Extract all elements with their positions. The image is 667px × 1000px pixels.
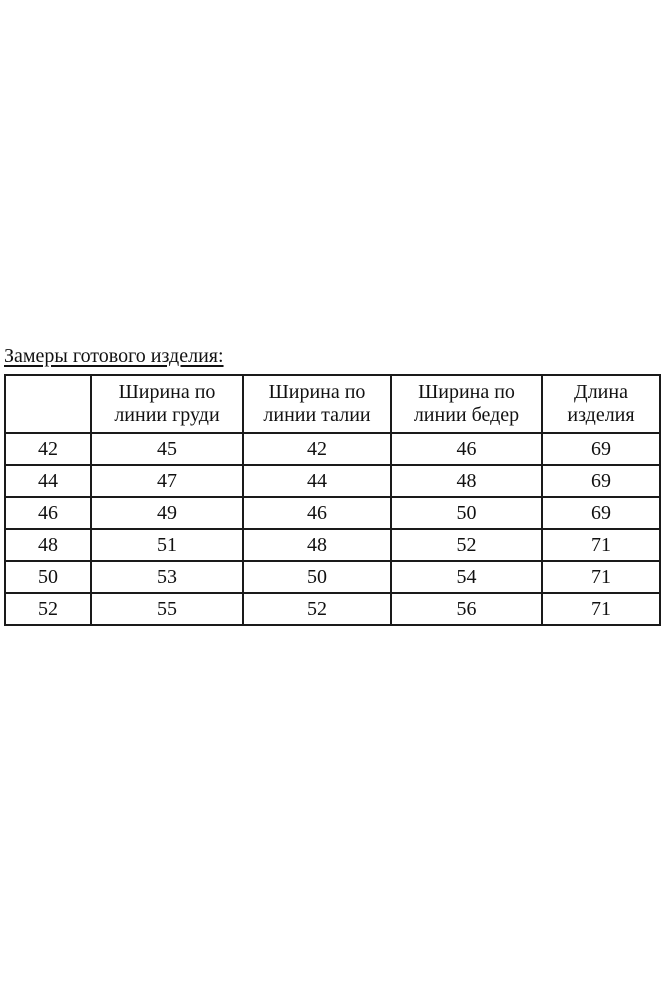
hip-value: 56 bbox=[391, 593, 542, 625]
length-value: 69 bbox=[542, 497, 660, 529]
size-cell: 44 bbox=[5, 465, 91, 497]
size-cell: 46 bbox=[5, 497, 91, 529]
hip-value: 54 bbox=[391, 561, 542, 593]
header-corner-cell bbox=[5, 375, 91, 433]
length-value: 71 bbox=[542, 529, 660, 561]
waist-value: 42 bbox=[243, 433, 391, 465]
header-chest-width: Ширина по линии груди bbox=[91, 375, 243, 433]
table-row bbox=[5, 497, 660, 529]
table-caption: Замеры готового изделия: bbox=[4, 345, 224, 367]
table-row bbox=[5, 529, 660, 561]
hip-value: 48 bbox=[391, 465, 542, 497]
header-hip-width: Ширина по линии бедер bbox=[391, 375, 542, 433]
waist-value: 52 bbox=[243, 593, 391, 625]
header-row bbox=[5, 375, 660, 433]
waist-value: 50 bbox=[243, 561, 391, 593]
hip-value: 46 bbox=[391, 433, 542, 465]
table-row bbox=[5, 465, 660, 497]
length-value: 69 bbox=[542, 465, 660, 497]
waist-value: 46 bbox=[243, 497, 391, 529]
length-value: 71 bbox=[542, 593, 660, 625]
length-value: 71 bbox=[542, 561, 660, 593]
waist-value: 44 bbox=[243, 465, 391, 497]
header-garment-length: Длина изделия bbox=[542, 375, 660, 433]
table-row bbox=[5, 433, 660, 465]
size-cell: 50 bbox=[5, 561, 91, 593]
header-waist-width: Ширина по линии талии bbox=[243, 375, 391, 433]
size-cell: 52 bbox=[5, 593, 91, 625]
size-cell: 48 bbox=[5, 529, 91, 561]
hip-value: 52 bbox=[391, 529, 542, 561]
waist-value: 48 bbox=[243, 529, 391, 561]
size-measurements-table bbox=[4, 374, 661, 626]
size-cell: 42 bbox=[5, 433, 91, 465]
chest-value: 47 bbox=[91, 465, 243, 497]
chest-value: 55 bbox=[91, 593, 243, 625]
table-row bbox=[5, 593, 660, 625]
chest-value: 51 bbox=[91, 529, 243, 561]
table-row bbox=[5, 561, 660, 593]
hip-value: 50 bbox=[391, 497, 542, 529]
chest-value: 45 bbox=[91, 433, 243, 465]
chest-value: 53 bbox=[91, 561, 243, 593]
length-value: 69 bbox=[542, 433, 660, 465]
chest-value: 49 bbox=[91, 497, 243, 529]
